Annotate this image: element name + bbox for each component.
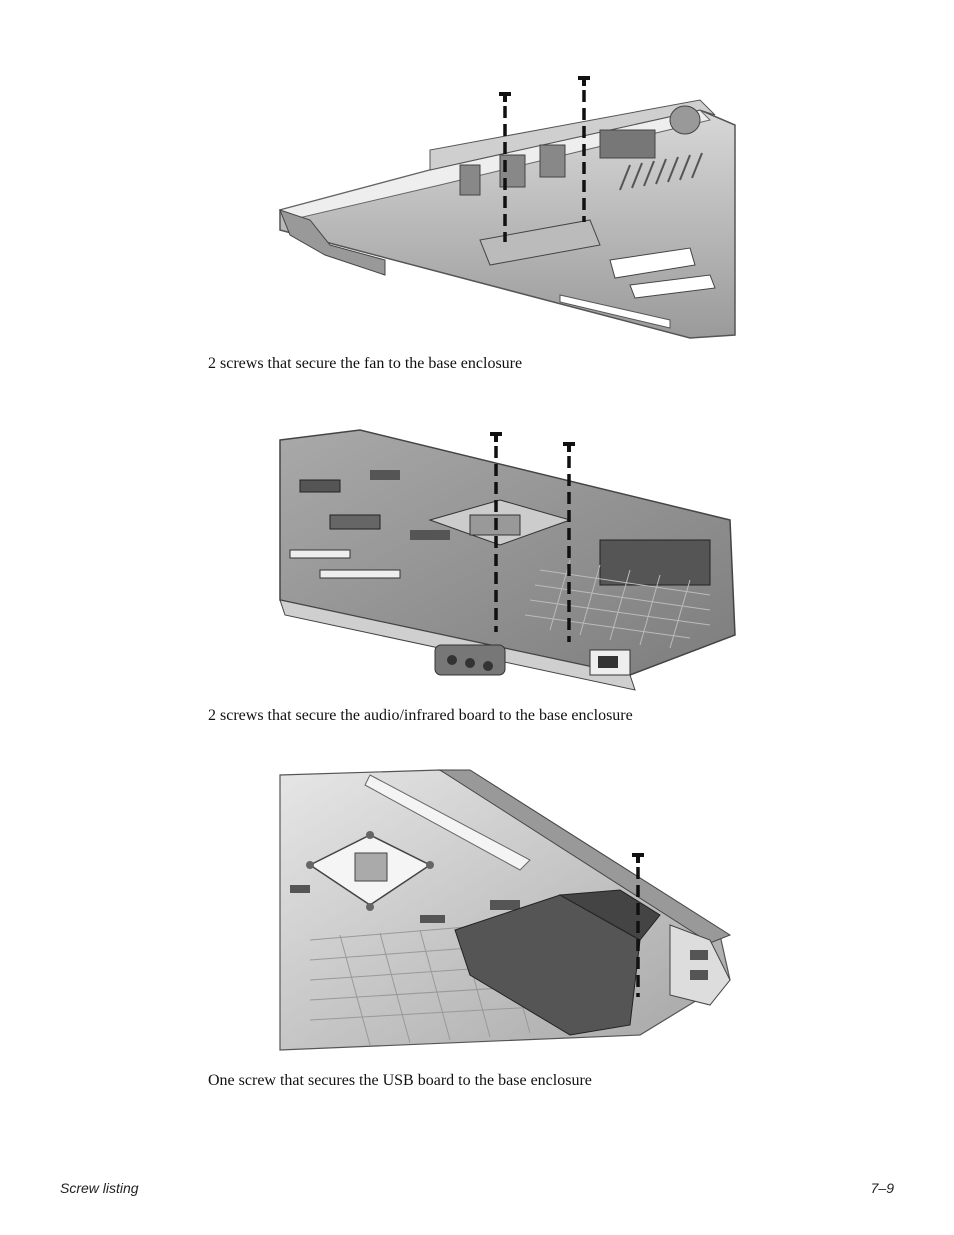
footer-page-number: 7–9 [870, 1180, 894, 1196]
footer-section-title: Screw listing [60, 1180, 139, 1196]
figure-caption: 2 screws that secure the audio/infrared board to the base enclosure [208, 707, 633, 724]
fan-screws-illustration [270, 70, 740, 345]
figure-caption: 2 screws that secure the fan to the base enclosure [208, 355, 523, 372]
figure-audio-infrared-screws [270, 420, 740, 695]
figure-caption: One screw that secures the USB board to the base enclosure [208, 1072, 592, 1089]
audio-infrared-board-screws-illustration [270, 420, 740, 695]
usb-board-screw-illustration [270, 765, 740, 1055]
figure-fan-screws [270, 70, 740, 345]
figure-usb-board-screw [270, 765, 740, 1055]
